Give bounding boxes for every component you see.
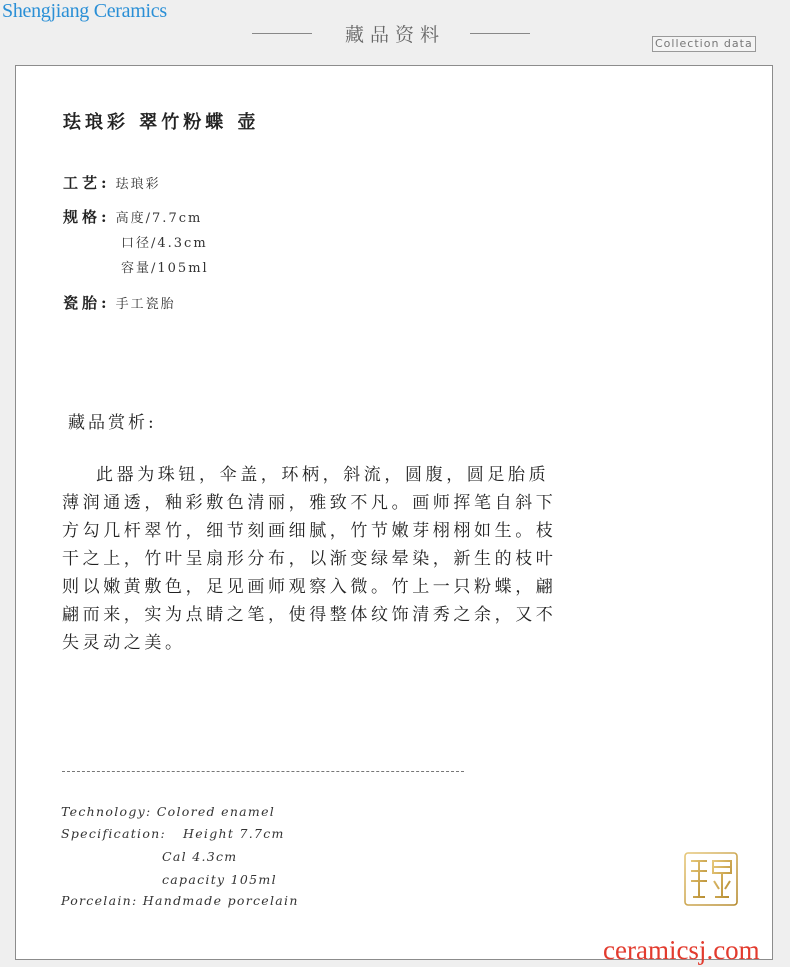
spec-size-label-row — [63, 206, 202, 227]
en-cal: Cal 4.3cm — [162, 849, 238, 864]
item-title: 珐琅彩 翠竹粉蝶 壶 — [63, 112, 260, 133]
spec-mouth: 口径/4.3cm — [121, 236, 208, 251]
watermark-site: ceramicsj.com — [603, 935, 760, 965]
header-rule-right — [470, 33, 530, 34]
spec-capacity: 容量/105ml — [121, 261, 209, 276]
colon: : — [101, 208, 111, 226]
spec-body — [63, 292, 176, 313]
en-technology: Technology: Colored enamel — [61, 804, 276, 819]
en-specification-label: Specification: — [61, 826, 167, 841]
spec-craft — [63, 172, 161, 193]
colon: : — [101, 294, 111, 312]
craft-label: 工艺 — [63, 174, 102, 192]
body-label: 瓷胎 — [63, 294, 102, 312]
collection-data-tag: Collection data — [652, 36, 756, 52]
header-title: 藏品资料 — [344, 24, 445, 46]
appreciation-heading: 藏品赏析: — [68, 413, 157, 433]
en-capacity: capacity 105ml — [162, 872, 277, 887]
en-porcelain: Porcelain: Handmade porcelain — [61, 893, 299, 908]
en-height: Height 7.7cm — [183, 826, 285, 841]
collection-card — [15, 65, 773, 960]
craft-value: 珐琅彩 — [115, 177, 161, 192]
page-header — [0, 0, 790, 60]
spec-capacity-row — [121, 257, 209, 276]
spec-mouth-row — [121, 232, 208, 251]
spec-label: 规格 — [63, 208, 102, 226]
appreciation-text: 此器为珠钮，伞盖，环柄，斜流，圆腹，圆足胎质薄润通透，釉彩敷色清丽，雅致不凡。画师挥笔自斜下方勾几杆翠竹，细节刻画细腻，竹节嫩芽栩栩如生。枝干之上，竹叶呈扇形分布，以渐变绿晕染，新生的枝叶则以嫩黄敷色，足见画师观察入微。竹上一只粉蝶，翩翩而来，实为点睛之笔，使得整体纹饰清秀之余，又不失灵动之美。 — [62, 465, 557, 653]
watermark-brand: Shengjiang Ceramics — [2, 0, 167, 22]
divider — [62, 771, 464, 772]
spec-height: 高度/7.7cm — [115, 211, 203, 226]
body-value: 手工瓷胎 — [115, 297, 176, 312]
colon: : — [101, 174, 111, 192]
seal-stamp-icon — [683, 851, 739, 907]
